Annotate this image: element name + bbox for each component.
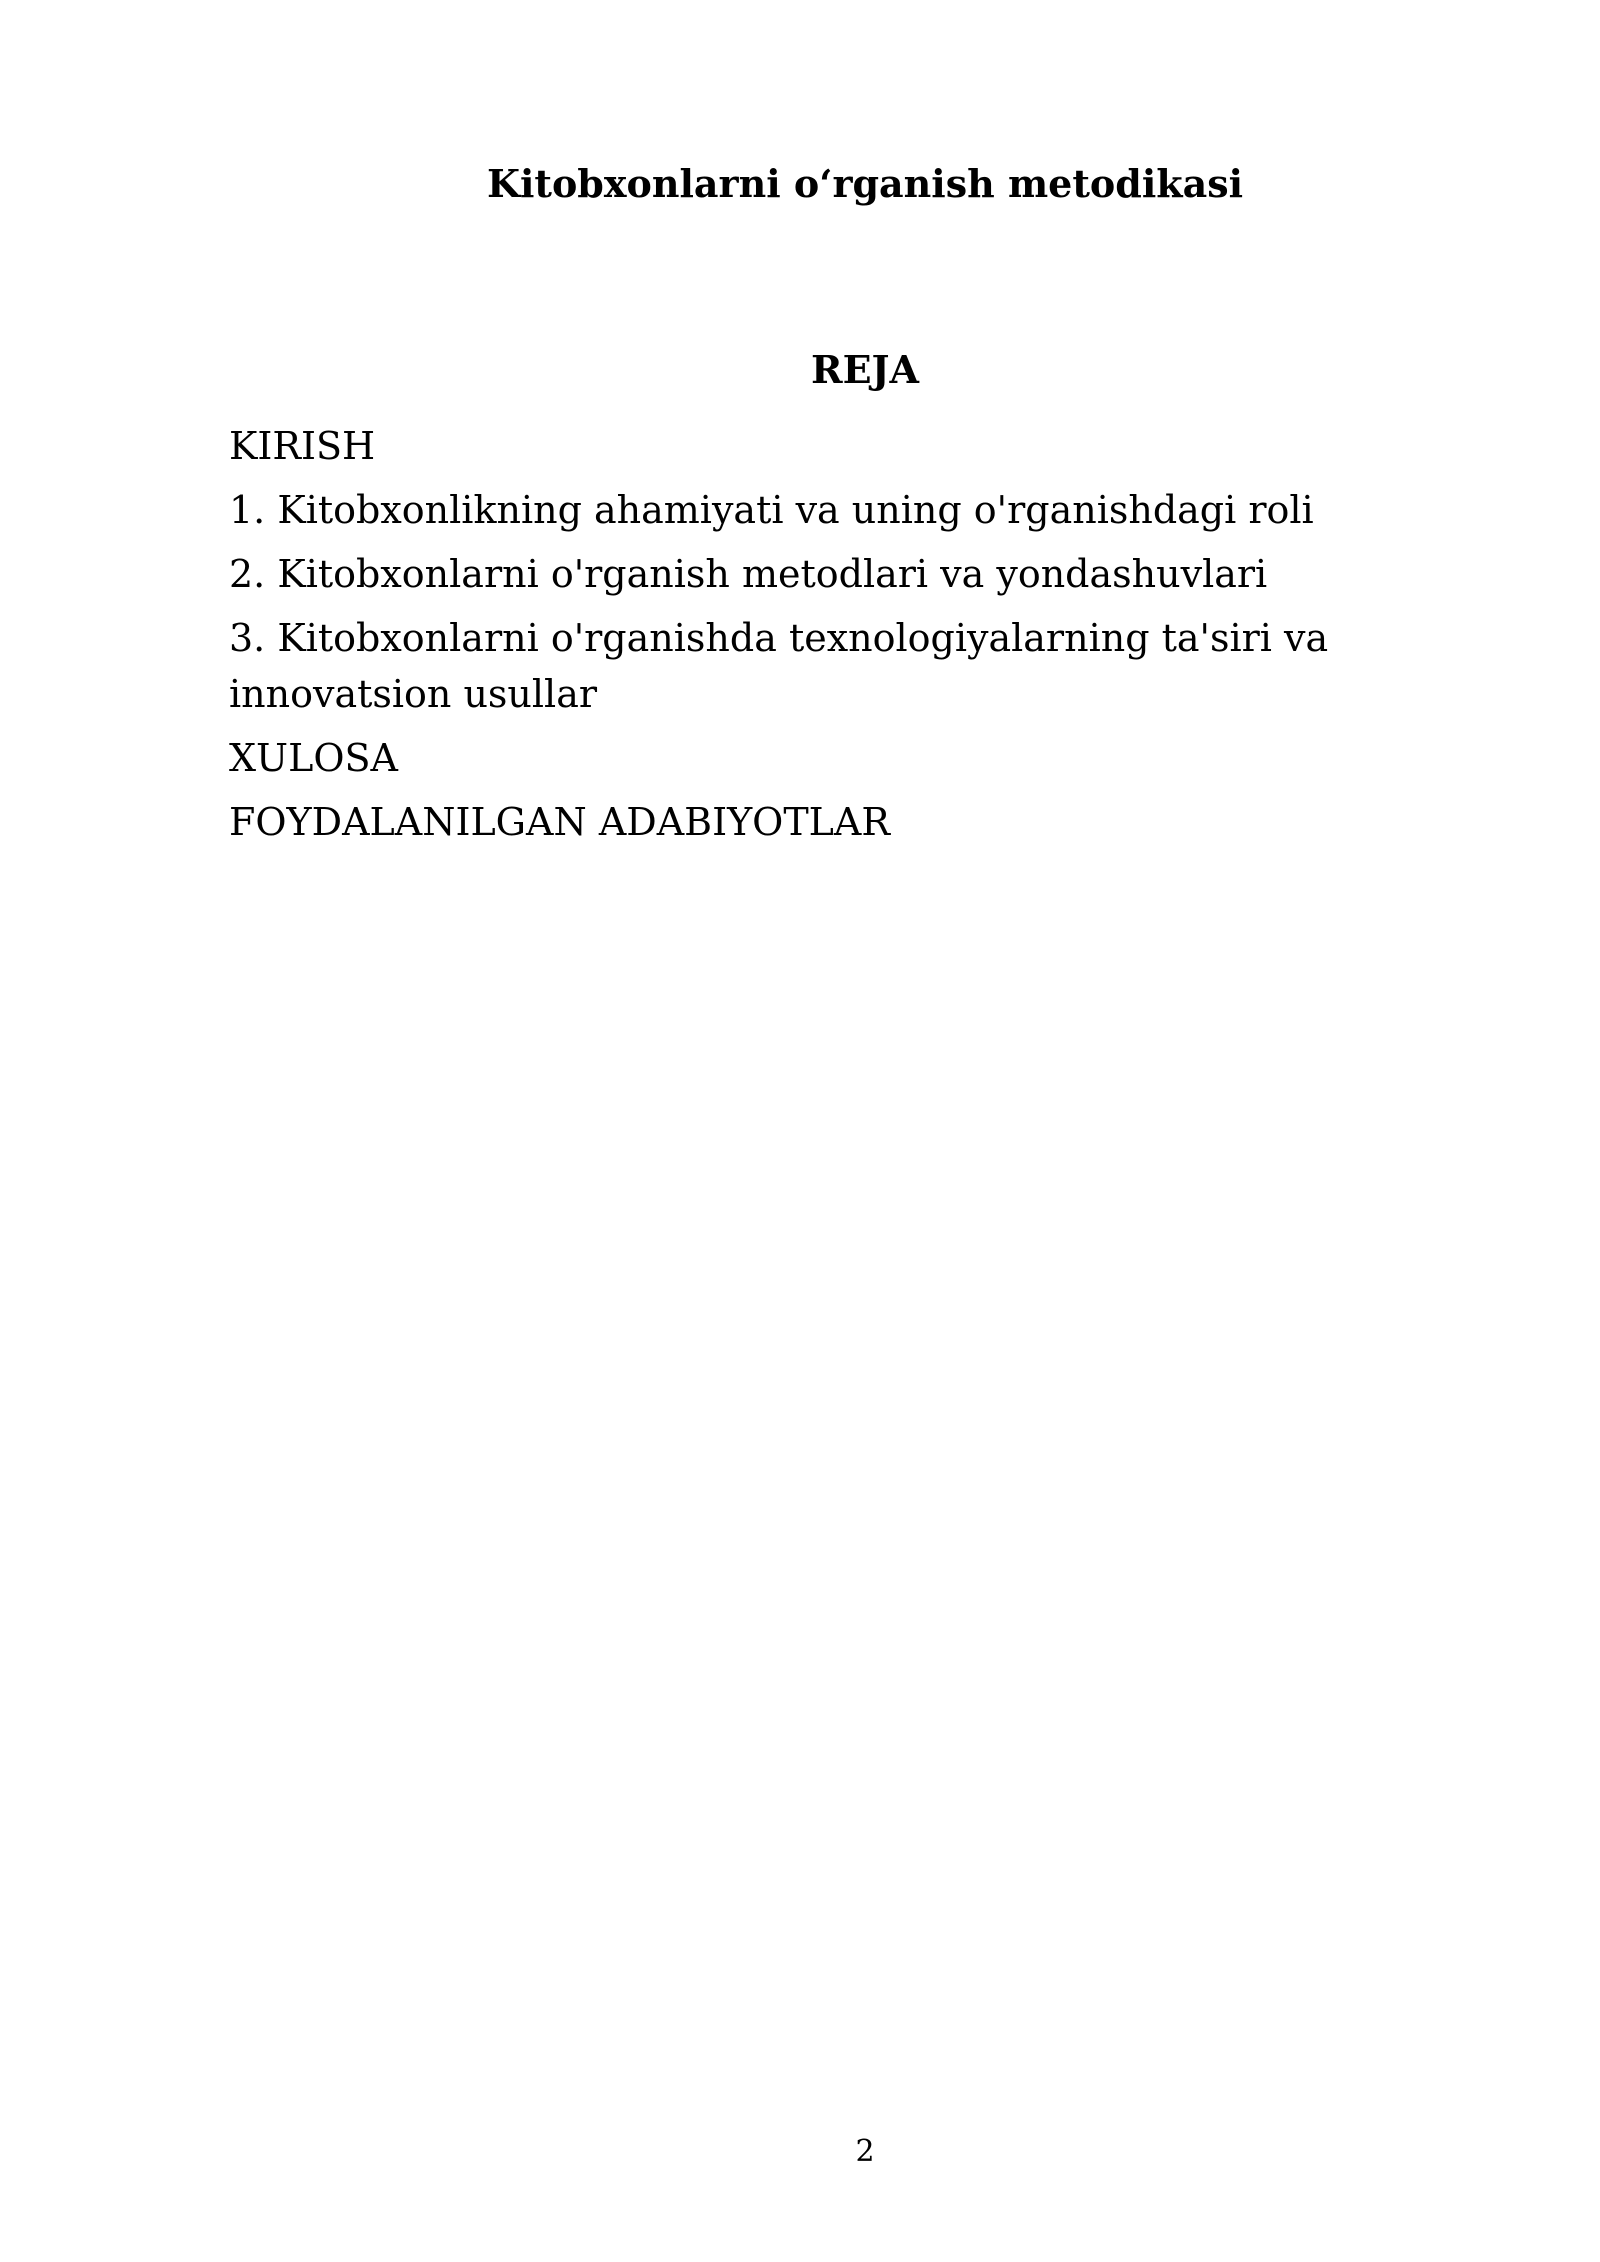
plan-item-references: FOYDALANILGAN ADABIYOTLAR — [229, 800, 890, 844]
plan-heading: REJA — [810, 347, 919, 392]
page-number: 2 — [855, 2134, 875, 2169]
page-title: Kitobxonlarni o‘rganish metodikasi — [486, 161, 1244, 206]
plan-item-1: 1. Kitobxonlikning ahamiyati va uning o'rganishdagi roli — [229, 488, 1314, 532]
plan-item-3: 3. Kitobxonlarni o'rganishda texnologiyalarning ta'siri va innovatsion usullar — [229, 616, 1329, 716]
plan-item-2: 2. Kitobxonlarni o'rganish metodlari va yondashuvlari — [229, 552, 1268, 596]
plan-list — [229, 418, 1369, 858]
plan-item-conclusion: XULOSA — [229, 736, 398, 780]
plan-item-introduction: KIRISH — [229, 424, 376, 468]
